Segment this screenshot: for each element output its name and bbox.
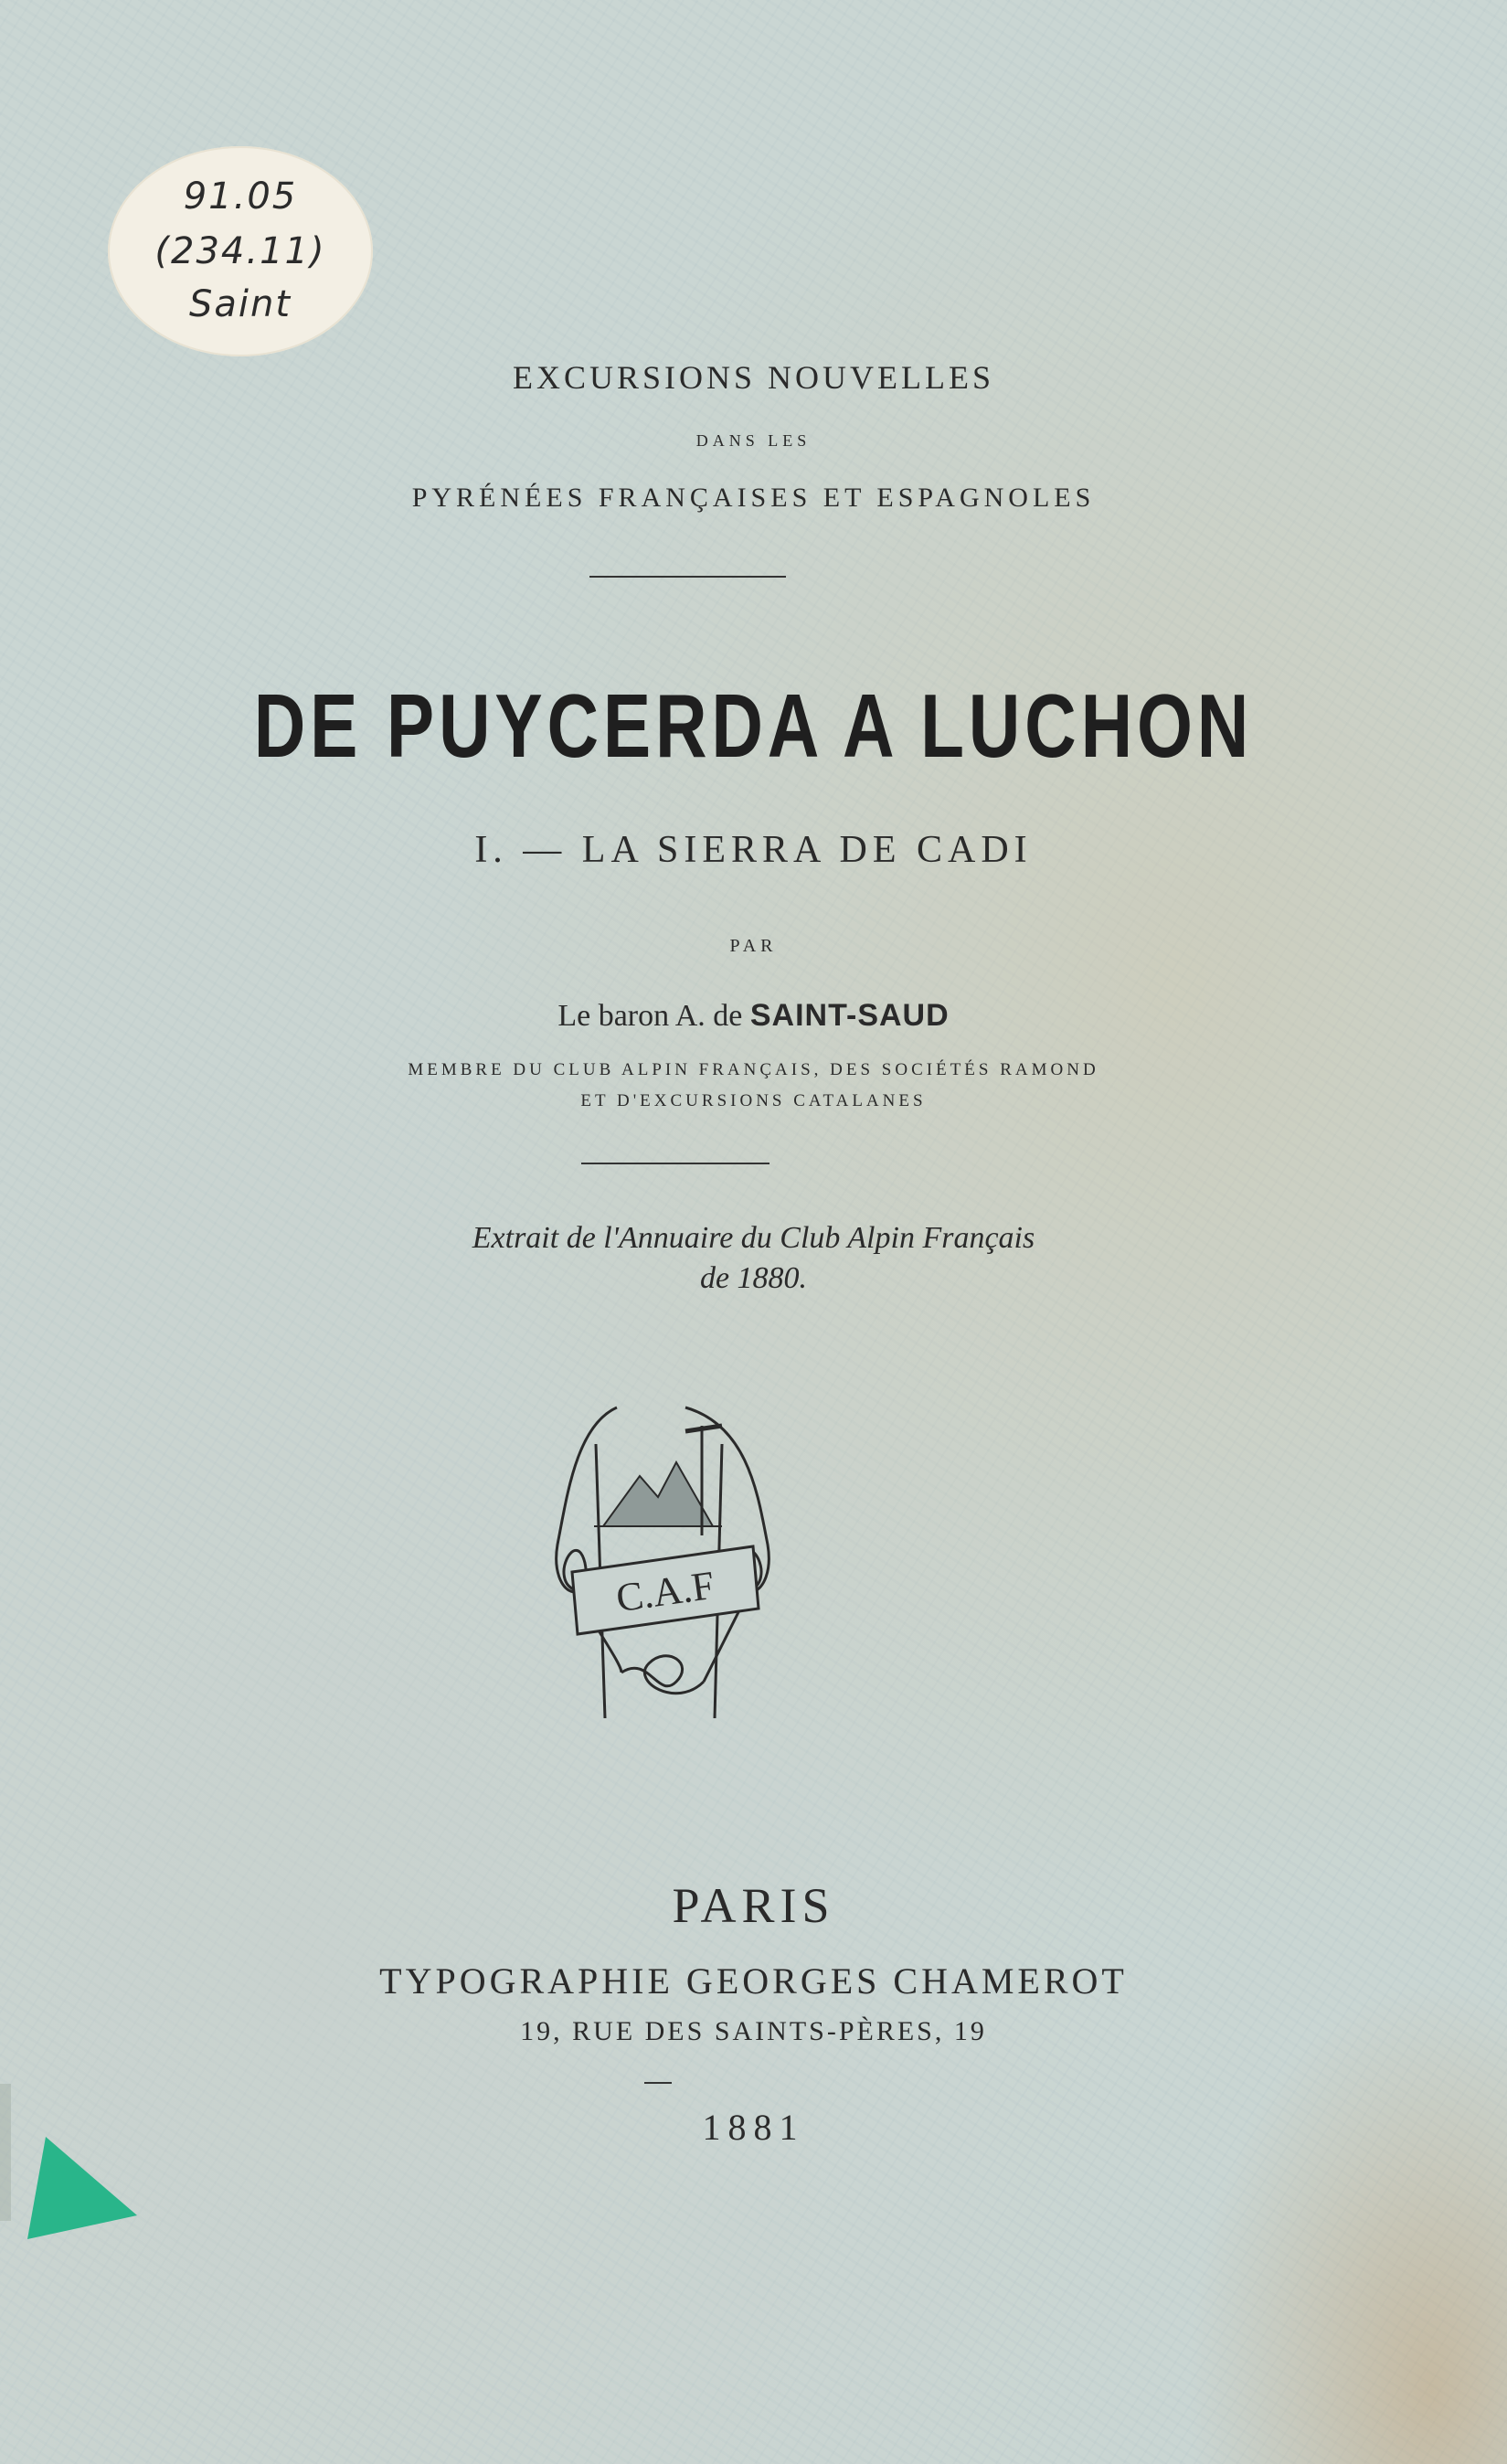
paper-edge-strip bbox=[0, 2084, 11, 2221]
book-title: DE PUYCERDA A LUCHON bbox=[253, 675, 1254, 776]
series-title-line-3: PYRÉNÉES FRANÇAISES ET ESPAGNOLES bbox=[411, 483, 1096, 513]
sticker-line-2: (234.11) bbox=[154, 230, 326, 272]
imprint-address: 19, RUE DES SAINTS-PÈRES, 19 bbox=[520, 2016, 987, 2046]
extract-line-1: Extrait de l'Annuaire du Club Alpin Français bbox=[472, 1221, 1035, 1255]
green-triangle-tab-icon bbox=[27, 2137, 137, 2246]
divider-rule-3 bbox=[644, 2082, 672, 2084]
divider-rule-2 bbox=[581, 1163, 769, 1164]
library-sticker bbox=[108, 146, 373, 356]
sticker-line-3: Saint bbox=[188, 283, 292, 325]
author-prefix: Le baron A. de bbox=[557, 999, 743, 1033]
sticker-line-1: 91.05 bbox=[183, 175, 298, 218]
membership-line-1: MEMBRE DU CLUB ALPIN FRANÇAIS, DES SOCIÉTÉS RAMOND bbox=[408, 1060, 1099, 1079]
club-alpin-emblem bbox=[539, 1389, 786, 1727]
author-line bbox=[0, 998, 1507, 1034]
book-subtitle: I. — LA SIERRA DE CADI bbox=[474, 829, 1033, 871]
divider-rule-1 bbox=[589, 576, 786, 578]
series-title-line-1: EXCURSIONS NOUVELLES bbox=[512, 359, 994, 396]
emblem-label: C.A.F bbox=[613, 1562, 717, 1621]
by-label: PAR bbox=[729, 936, 778, 956]
extract-line-2: de 1880. bbox=[699, 1261, 808, 1295]
series-title-line-2: DANS LES bbox=[695, 431, 812, 450]
imprint-city: PARIS bbox=[672, 1878, 835, 1933]
imprint-publisher: TYPOGRAPHIE GEORGES CHAMEROT bbox=[379, 1960, 1128, 2002]
author-name: SAINT-SAUD bbox=[749, 998, 950, 1033]
membership-line-2: ET D'EXCURSIONS CATALANES bbox=[580, 1091, 927, 1110]
imprint-year: 1881 bbox=[702, 2107, 805, 2148]
